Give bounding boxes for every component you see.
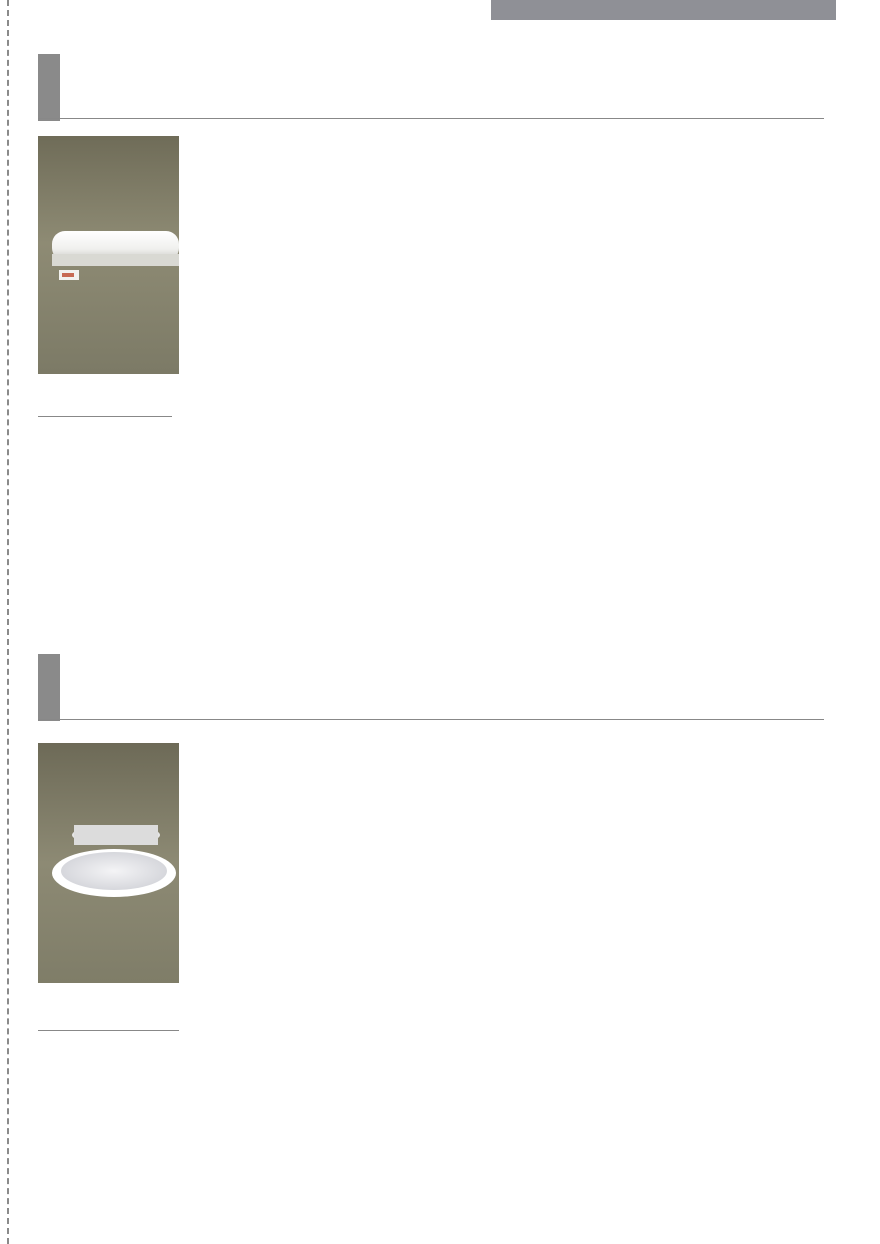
section2-rule bbox=[38, 719, 824, 720]
section1-common-rule bbox=[38, 416, 172, 417]
section1-rule bbox=[38, 118, 824, 119]
top-gray-bar bbox=[491, 0, 836, 20]
section2-title bbox=[38, 654, 68, 721]
title-accent-block bbox=[38, 54, 60, 121]
section1-title bbox=[38, 54, 68, 121]
section2-common-rule bbox=[38, 1030, 179, 1031]
batten-light-photo bbox=[38, 136, 179, 374]
title-accent-block bbox=[38, 654, 60, 721]
binding-dash-line bbox=[7, 0, 9, 1244]
downlight-photo bbox=[38, 743, 179, 983]
